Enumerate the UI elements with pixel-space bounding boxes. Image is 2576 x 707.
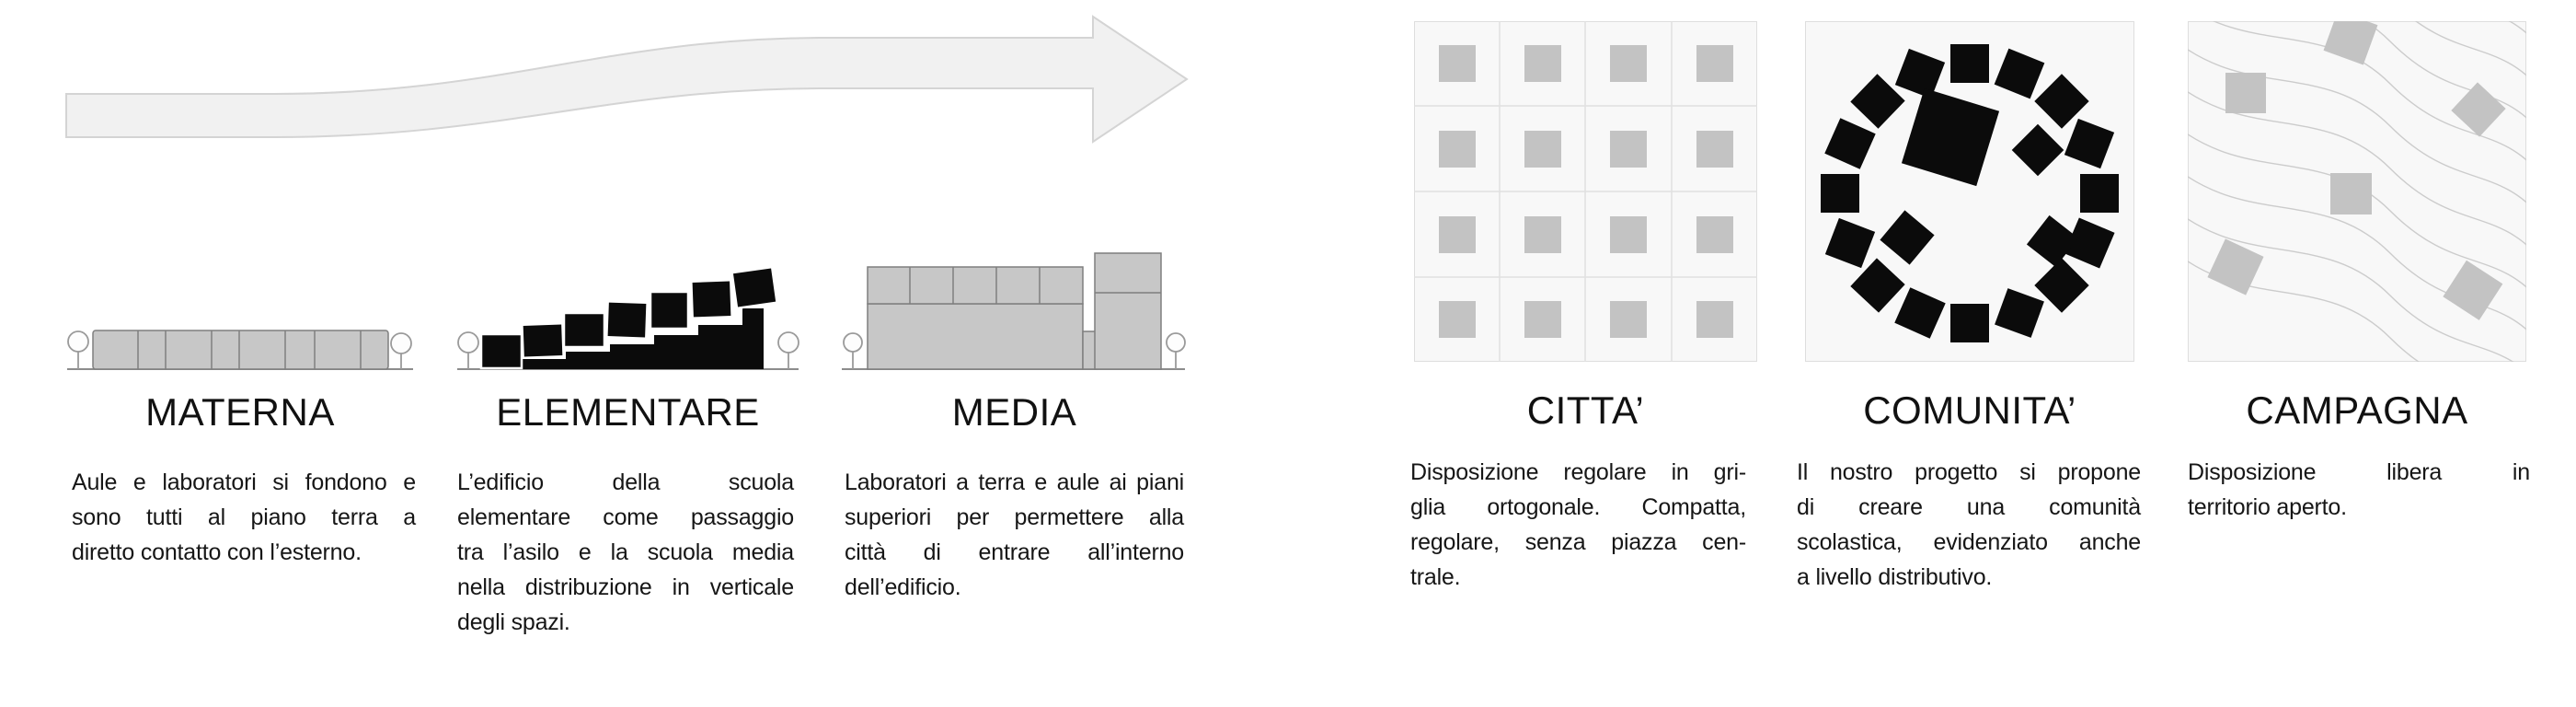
campagna-description: [2188, 455, 2530, 525]
text-line: tra l’asilo e la scuola media: [457, 539, 794, 565]
text-line: regolare, senza piazza cen-: [1410, 529, 1746, 555]
text-line: elementare come passaggio: [457, 504, 794, 530]
text-line: Disposizione libera in: [2188, 459, 2530, 485]
media-title: MEDIA: [951, 390, 1077, 434]
citta-title: CITTA’: [1526, 388, 1645, 432]
campagna-scatter-diagram: [2188, 21, 2526, 362]
text-line: dell’edificio.: [845, 574, 961, 600]
text-line: diretto contatto con l’esterno.: [72, 539, 362, 565]
campagna-title: CAMPAGNA: [2246, 388, 2468, 432]
materna-description: [72, 465, 416, 570]
comunita-title: COMUNITA’: [1863, 388, 2076, 432]
text-line: di creare una comunità: [1797, 494, 2141, 520]
elementare-diagram: [455, 261, 800, 372]
citta-description: [1410, 455, 1746, 595]
text-line: a livello distributivo.: [1797, 564, 1993, 590]
text-line: scolastica, evidenziato anche: [1797, 529, 2141, 555]
materna-title: MATERNA: [145, 390, 335, 434]
text-line: trale.: [1410, 564, 1461, 590]
media-diagram: [842, 247, 1187, 372]
tree-icon: [391, 333, 411, 369]
tree-icon: [68, 331, 88, 369]
materna-diagram: [63, 311, 418, 372]
media-description: [845, 465, 1184, 605]
text-line: Laboratori a terra e aule ai piani: [845, 469, 1184, 495]
text-line: Aule e laboratori si fondono e: [72, 469, 416, 495]
flow-arrow: [63, 13, 1192, 145]
text-line: città di entrare all’interno: [845, 539, 1184, 565]
text-line: degli spazi.: [457, 609, 570, 635]
tree-icon: [1167, 333, 1185, 369]
tree-icon: [778, 332, 799, 369]
text-line: L’edificio della scuola: [457, 469, 794, 495]
comunita-description: [1797, 455, 2141, 595]
single-storey-building: [93, 330, 388, 369]
text-line: Disposizione regolare in gri-: [1410, 459, 1746, 485]
text-line: glia ortogonale. Compatta,: [1410, 494, 1746, 520]
text-line: nella distribuzione in verticale: [457, 574, 794, 600]
elementare-description: [457, 465, 794, 640]
comunita-ring-diagram: [1805, 21, 2134, 362]
tree-icon: [458, 332, 478, 369]
text-line: Il nostro progetto si propone: [1797, 459, 2141, 485]
elementare-title: ELEMENTARE: [496, 390, 760, 434]
text-line: territorio aperto.: [2188, 494, 2347, 520]
citta-grid-diagram: [1414, 21, 1757, 362]
tree-icon: [844, 333, 862, 369]
text-line: sono tutti al piano terra a: [72, 504, 416, 530]
media-building: [868, 253, 1161, 369]
text-line: superiori per permettere alla: [845, 504, 1184, 530]
